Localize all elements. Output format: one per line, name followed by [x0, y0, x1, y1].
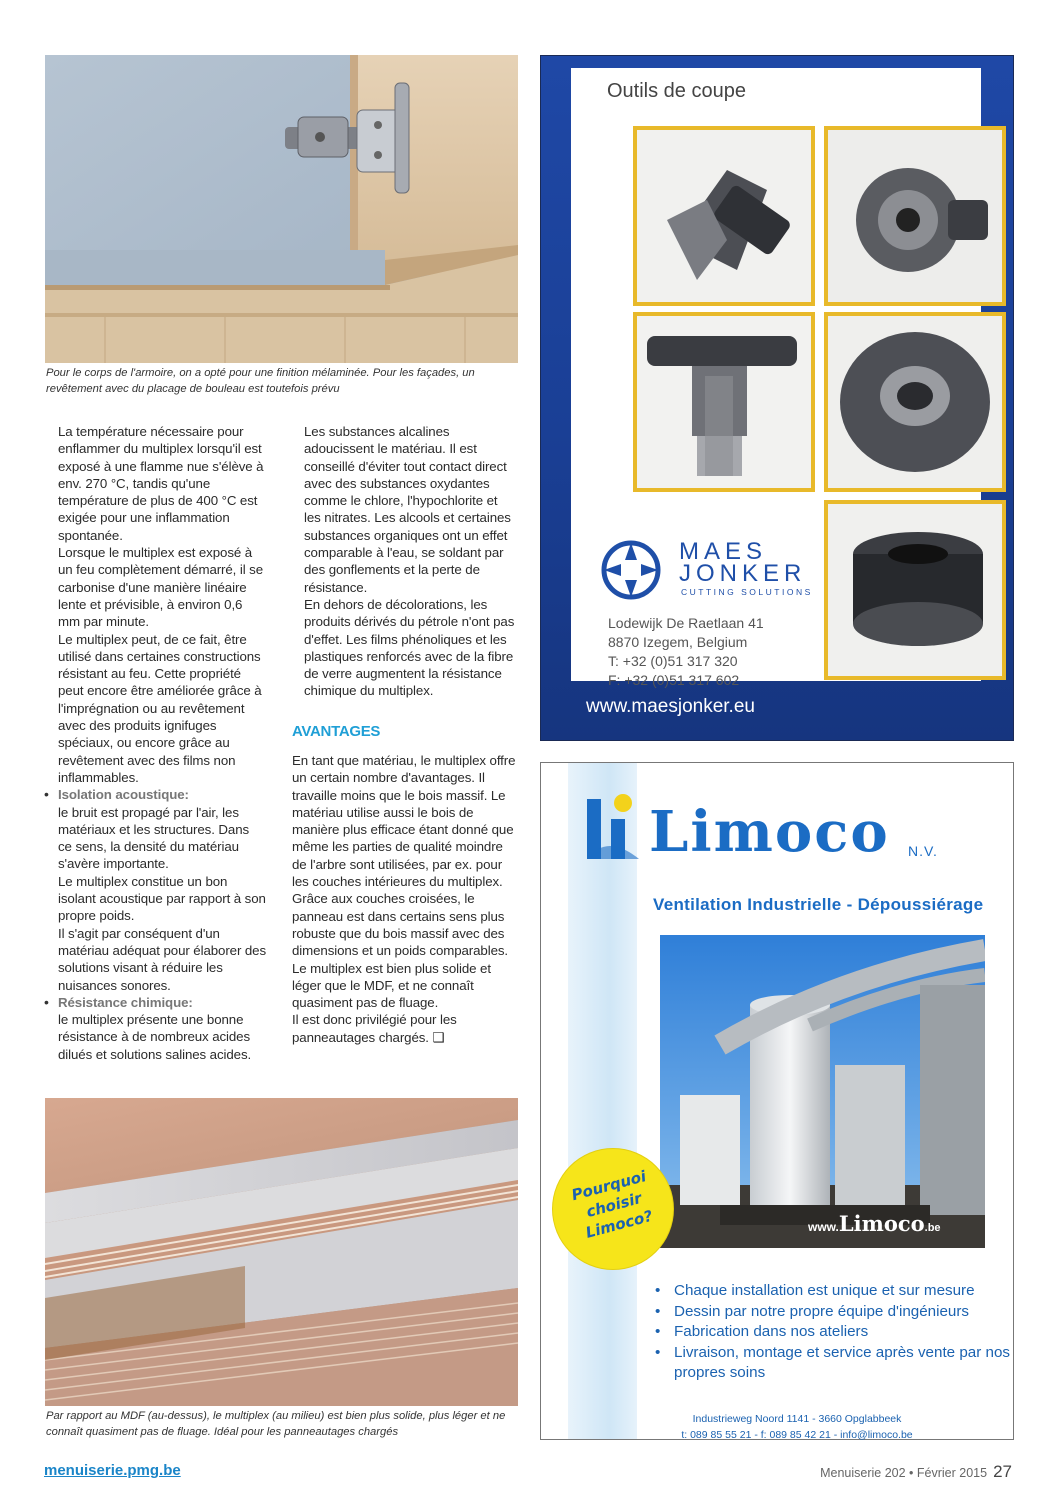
photo-url-prefix: www.: [808, 1220, 839, 1234]
bullet-title: • Isolation acoustique:: [58, 787, 189, 803]
paragraph: Lorsque le multiplex est exposé à un feu complètement démarré, il se carbonise d'une manière linéaire lente et prévisible, à environ 0,6 mm par minute.: [58, 545, 264, 630]
feature-item: • Dessin par notre propre équipe d'ingénieurs: [655, 1302, 1014, 1323]
limoco-address: Industrieweg Noord 1141 - 3660 Opglabbeek: [692, 1413, 902, 1425]
paragraph: En tant que matériau, le multiplex offre un certain nombre d'avantages. Il travaille moins que le bois massif. Le matériau utilise aussi le bois de manière plus efficace étant donné que même les parties de qualité moindre de l'arbre sont utilisées, par ex. pour les couches intérieures du multiplex.: [292, 753, 516, 890]
section-heading: AVANTAGES: [292, 723, 381, 740]
ad-tagline: Ventilation Industrielle - Dépoussiérage: [653, 895, 984, 914]
cutter-image-2: [824, 126, 1006, 306]
limoco-logo: Limoco: [649, 799, 890, 865]
issue-label: Menuiserie 202 • Février 2015: [820, 1466, 988, 1480]
logo-sub: CUTTING SOLUTIONS: [681, 587, 813, 597]
limoco-contact[interactable]: t: 089 85 55 21 - f: 089 85 42 21 - info@limoco.be: [681, 1429, 913, 1441]
bottom-photo-caption: Par rapport au MDF (au-dessus), le multiplex (au milieu) est bien plus solide, plus léger et ne connaît quasiment pas de fluage. Idéal pour les panneautages chargés: [46, 1410, 506, 1438]
badge-text: Pourquoi choisir Limoco?: [569, 1167, 655, 1242]
paragraph: En dehors de décolorations, les produits dérivés du pétrole n'ont pas d'effet. Les films phénoliques et les plastiques renforcés avec de la fibre de verre augmentent la résistance chimique du multiplex.: [304, 596, 515, 699]
paragraph: le multiplex présente une bonne résistance à de nombreux acides dilués et solutions salines acides.: [58, 1012, 252, 1062]
address-line: Lodewijk De Raetlaan 41: [608, 615, 764, 631]
footer-issue: [820, 1462, 1012, 1482]
why-badge: [553, 1149, 673, 1269]
photo-url-suffix: .be: [924, 1222, 941, 1234]
text-column-2: [304, 423, 516, 700]
logo-nv: N.V.: [908, 843, 938, 859]
phone-line: T: +32 (0)51 317 320: [608, 653, 738, 669]
cutter-image-5: [824, 500, 1006, 680]
cutter-image-4: [824, 312, 1006, 492]
ad-url[interactable]: www.maesjonker.eu: [586, 696, 755, 717]
feature-item: • Livraison, montage et service après vente par nos propres soins: [655, 1343, 1014, 1384]
logo-mark-icon: [601, 540, 661, 600]
paragraph: La température nécessaire pour enflammer du multiplex lorsqu'il est exposé à une flamme nue s'élève à env. 270 °C, tandis qu'une température de plus de 400 °C est exigée pour une inflammation spontanée.: [58, 424, 264, 543]
logo-line1: MAES: [679, 538, 768, 565]
ad-title: Outils de coupe: [607, 80, 746, 102]
cutter-image-1: [633, 126, 815, 306]
cutter-image-3: [633, 312, 815, 492]
maesjonker-ad[interactable]: [540, 55, 1014, 741]
maesjonker-logo: [601, 538, 821, 608]
hinge-photo: [45, 55, 518, 363]
top-photo-caption: Pour le corps de l'armoire, on a opté pour une finition mélaminée. Pour les façades, un revêtement avec du placage de bouleau est toutefois prévu: [46, 367, 475, 395]
paragraph: Il s'agit par conséquent d'un matériau adéquat pour élaborer des solutions visant à réduire les nuisances sonores.: [58, 925, 267, 993]
bullet-title: • Résistance chimique:: [58, 994, 193, 1010]
text-column-2b: [292, 752, 516, 1046]
text-column-1: [58, 423, 266, 1063]
paragraph: Grâce aux couches croisées, le panneau est dans certains sens plus robuste que du bois massif avec des dimensions et un poids comparables. Le multiplex est bien plus solide et léger que le MDF, et ne connaît quasiment pas de fluage.: [292, 891, 509, 1011]
features-list: [655, 1281, 1014, 1384]
paragraph: Il est donc privilégié pour les panneautages chargés. ❑: [292, 1012, 457, 1045]
page-number: 27: [993, 1462, 1012, 1481]
panels-photo: [45, 1098, 518, 1406]
factory-photo: [660, 935, 985, 1248]
photo-url: [808, 1211, 941, 1236]
footer-site-link[interactable]: menuiserie.pmg.be: [44, 1462, 181, 1479]
fax-line: F: +32 (0)51 317 602: [608, 672, 740, 688]
bullet-chemical: [44, 994, 266, 1063]
ad-side-stripe: [568, 763, 637, 1439]
bullet-acoustic: [44, 786, 266, 994]
limoco-mark-icon: [587, 793, 639, 859]
feature-item: • Fabrication dans nos ateliers: [655, 1322, 1014, 1343]
address-line: 8870 Izegem, Belgium: [608, 634, 748, 650]
ad-inner-panel: [571, 68, 981, 688]
paragraph: Le multiplex peut, de ce fait, être utilisé dans certaines constructions résistant au feu. Cette propriété peut encore être améliorée grâce à l'imprégnation ou au revêtement avec des produits ignifuges spéciaux, ou encore grâce au revêtement avec des films non inflammables.: [58, 631, 262, 785]
feature-item: • Chaque installation est unique et sur mesure: [655, 1281, 1014, 1302]
paragraph: Le multiplex constitue un bon isolant acoustique par rapport à son propre poids.: [58, 873, 266, 924]
logo-line2: JONKER: [679, 560, 807, 587]
paragraph: le bruit est propagé par l'air, les matériaux et les structures. Dans ce sens, la densité du matériau s'avère importante.: [58, 804, 250, 872]
limoco-ad[interactable]: [540, 762, 1014, 1440]
photo-url-brand: Limoco: [838, 1211, 925, 1236]
paragraph: Les substances alcalines adoucissent le matériau. Il est conseillé d'éviter tout contact direct avec des substances oxydantes comme le chlore, l'hypochlorite et les nitrates. Les alcools et certaines substances organiques ont un effet comparable à l'eau, se soldant par des gonflements et la perte de résistance.: [304, 424, 511, 595]
